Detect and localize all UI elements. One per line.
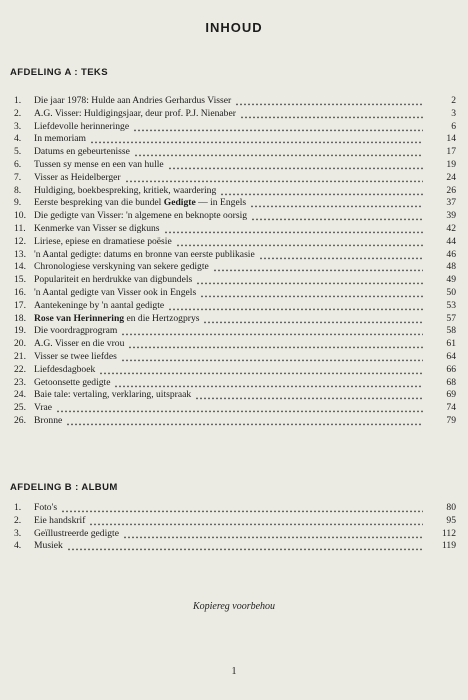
dot-leader <box>168 159 423 172</box>
dot-leader <box>99 364 423 377</box>
toc-entry <box>0 197 468 210</box>
entry-page-number: 49 <box>446 274 456 286</box>
entry-number: 25. <box>14 402 26 414</box>
entry-page-number: 64 <box>446 350 456 362</box>
entry-number: 10. <box>14 210 26 222</box>
toc-entry <box>0 540 468 553</box>
entry-number: 23. <box>14 376 26 388</box>
entry-title-part: Huldiging, boekbespreking, kritiek, waardering <box>34 184 217 196</box>
entry-title <box>34 274 192 287</box>
entry-number: 12. <box>14 235 26 247</box>
entry-title <box>34 515 85 528</box>
entry-number: 20. <box>14 338 26 350</box>
dot-leader <box>168 300 423 313</box>
entry-title <box>34 159 164 172</box>
dot-leader <box>240 108 423 121</box>
entry-title-part: Bronne <box>34 414 63 426</box>
entry-number: 2. <box>14 107 22 119</box>
entry-number: 18. <box>14 312 26 324</box>
toc-entry <box>0 287 468 300</box>
entry-number: 3. <box>14 527 22 539</box>
entry-title <box>34 351 117 364</box>
entry-title-part: Foto's <box>34 502 58 513</box>
toc-entry <box>0 300 468 313</box>
entry-title-part: Visser se twee liefdes <box>34 350 117 362</box>
toc-entry <box>0 210 468 223</box>
entry-title <box>34 95 231 108</box>
section-b-heading: AFDELING B : ALBUM <box>10 482 118 493</box>
entry-title-part: Kenmerke van Visser se digkuns <box>34 222 160 234</box>
entry-number: 19. <box>14 325 26 337</box>
entry-number: 7. <box>14 171 22 183</box>
entry-page-number: 44 <box>446 235 456 247</box>
entry-title-part: Eerste bespreking van die bundel <box>34 197 164 209</box>
entry-title-part: Liefdevolle herinneringe <box>34 120 130 132</box>
entry-page-number: 39 <box>446 210 456 222</box>
entry-title-part: 'n Aantal gedigte: datums en bronne van eerste publikasie <box>34 248 255 260</box>
entry-title <box>34 185 216 198</box>
entry-title <box>34 172 121 185</box>
entry-page-number: 24 <box>446 171 456 183</box>
entry-title <box>34 528 119 541</box>
entry-title-part: A.G. Visser: Huldigingsjaar, deur prof. P.J. Nienaber <box>34 107 236 119</box>
dot-leader <box>90 133 423 146</box>
toc-entry <box>0 377 468 390</box>
entry-title-part: A.G. Visser en die vrou <box>34 338 125 350</box>
entry-page-number: 74 <box>446 402 456 414</box>
entry-title-part: Die gedigte van Visser: 'n algemene en beknopte oorsig <box>34 210 248 222</box>
dot-leader <box>259 249 423 262</box>
entry-title-part: Datums en gebeurtenisse <box>34 146 130 158</box>
dot-leader <box>251 210 423 223</box>
entry-number: 8. <box>14 184 22 196</box>
entry-page-number: 80 <box>446 502 456 513</box>
entry-title-part: Musiek <box>34 540 63 552</box>
entry-page-number: 53 <box>446 299 456 311</box>
dot-leader <box>133 121 423 134</box>
entry-title-part: — in Engels <box>195 197 247 209</box>
entry-title-part: Visser as Heidelberger <box>34 171 121 183</box>
entry-title-part: Baie tale: vertaling, verklaring, uitspraak <box>34 389 192 401</box>
entry-title <box>34 287 196 300</box>
entry-title-bold-part: Gedigte <box>163 197 196 209</box>
dot-leader <box>176 236 423 249</box>
toc-entry <box>0 121 468 134</box>
entry-number: 24. <box>14 389 26 401</box>
entry-number: 26. <box>14 414 26 426</box>
entry-title-part: Chronologiese verskyning van sekere gedigte <box>34 261 209 273</box>
entry-title-part: Aantekeninge by 'n aantal gedigte <box>34 299 165 311</box>
copyright-notice: Kopiereg voorbehou <box>192 601 276 612</box>
entry-title <box>34 249 255 262</box>
section-a-list <box>0 95 468 428</box>
entry-title <box>34 261 209 274</box>
entry-number: 21. <box>14 350 26 362</box>
entry-title-part: Die jaar 1978: Hulde aan Andries Gerhardus Visser <box>34 95 232 106</box>
toc-entry <box>0 223 468 236</box>
toc-entry <box>0 185 468 198</box>
entry-page-number: 66 <box>446 363 456 375</box>
entry-title <box>34 108 236 121</box>
toc-entry <box>0 389 468 402</box>
toc-entry <box>0 515 468 528</box>
section-b-list <box>0 502 468 553</box>
entry-number: 9. <box>14 197 22 209</box>
entry-title <box>34 415 62 428</box>
entry-number: 13. <box>14 248 26 260</box>
entry-page-number: 61 <box>446 338 456 350</box>
entry-number: 5. <box>14 146 22 158</box>
dot-leader <box>121 325 423 338</box>
entry-title <box>34 133 86 146</box>
toc-entry <box>0 502 468 515</box>
entry-number: 2. <box>14 514 22 526</box>
entry-page-number: 48 <box>446 261 456 273</box>
entry-number: 1. <box>14 502 22 513</box>
dot-leader <box>114 377 423 390</box>
entry-title <box>34 402 52 415</box>
entry-title <box>34 364 95 377</box>
toc-entry <box>0 146 468 159</box>
toc-entry <box>0 402 468 415</box>
entry-number: 14. <box>14 261 26 273</box>
entry-page-number: 112 <box>441 527 456 539</box>
entry-title-bold-part: Rose van Herinnering <box>34 312 125 324</box>
entry-title <box>34 313 199 326</box>
entry-page-number: 26 <box>446 184 456 196</box>
toc-entry <box>0 338 468 351</box>
entry-title-part: en die Hertzogprys <box>124 312 200 324</box>
toc-entry <box>0 236 468 249</box>
entry-page-number: 3 <box>451 107 456 119</box>
entry-title-part: Die voordragprogram <box>34 325 118 337</box>
entry-number: 22. <box>14 363 26 375</box>
toc-entry <box>0 249 468 262</box>
toc-entry <box>0 313 468 326</box>
entry-page-number: 50 <box>446 286 456 298</box>
dot-leader <box>134 146 423 159</box>
entry-title <box>34 540 63 553</box>
dot-leader <box>235 95 423 108</box>
entry-title <box>34 210 247 223</box>
entry-number: 16. <box>14 286 26 298</box>
toc-entry <box>0 133 468 146</box>
entry-title <box>34 146 130 159</box>
entry-page-number: 37 <box>446 197 456 209</box>
entry-number: 17. <box>14 299 26 311</box>
toc-entry <box>0 351 468 364</box>
toc-entry <box>0 261 468 274</box>
toc-entry <box>0 528 468 541</box>
entry-title-part: 'n Aantal gedigte van Visser ook in Engels <box>34 286 197 298</box>
section-a-heading: AFDELING A : TEKS <box>10 67 108 78</box>
toc-entry <box>0 325 468 338</box>
dot-leader <box>66 415 423 428</box>
entry-title-part: Eie handskrif <box>34 514 86 526</box>
dot-leader <box>123 528 423 541</box>
entry-number: 1. <box>14 95 22 106</box>
dot-leader <box>203 313 423 326</box>
entry-title-part: Liriese, epiese en dramatiese poësie <box>34 235 172 247</box>
entry-number: 6. <box>14 158 22 170</box>
page-title: INHOUD <box>205 20 263 35</box>
entry-title <box>34 223 160 236</box>
dot-leader <box>56 402 423 415</box>
entry-page-number: 69 <box>446 389 456 401</box>
entry-page-number: 68 <box>446 376 456 388</box>
entry-page-number: 119 <box>441 540 456 552</box>
dot-leader <box>61 502 423 515</box>
entry-number: 4. <box>14 133 22 145</box>
dot-leader <box>220 185 423 198</box>
dot-leader <box>196 274 423 287</box>
toc-entry <box>0 415 468 428</box>
entry-page-number: 14 <box>446 133 456 145</box>
page-number: 1 <box>231 666 237 677</box>
entry-page-number: 19 <box>446 158 456 170</box>
dot-leader <box>164 223 423 236</box>
entry-page-number: 95 <box>446 514 456 526</box>
entry-page-number: 58 <box>446 325 456 337</box>
entry-page-number: 2 <box>451 95 456 106</box>
entry-title-part: In memoriam <box>34 133 86 145</box>
entry-title-part: Getoonsette gedigte <box>34 376 111 388</box>
toc-entry <box>0 95 468 108</box>
toc-entry <box>0 108 468 121</box>
entry-number: 15. <box>14 274 26 286</box>
dot-leader <box>89 515 423 528</box>
entry-title <box>34 300 164 313</box>
entry-title-part: Tussen sy mense en een van hulle <box>34 158 164 170</box>
entry-title <box>34 502 57 515</box>
entry-title <box>34 236 172 249</box>
entry-page-number: 57 <box>446 312 456 324</box>
entry-title <box>34 325 117 338</box>
dot-leader <box>213 261 423 274</box>
dot-leader <box>67 540 423 553</box>
entry-title-part: Populariteit en herdrukke van digbundels <box>34 274 193 286</box>
toc-entry <box>0 172 468 185</box>
entry-title-part: Liefdesdagboek <box>34 363 96 375</box>
dot-leader <box>121 351 423 364</box>
entry-page-number: 46 <box>446 248 456 260</box>
entry-page-number: 42 <box>446 222 456 234</box>
entry-title <box>34 377 110 390</box>
entry-number: 11. <box>14 222 26 234</box>
entry-title <box>34 121 129 134</box>
entry-page-number: 79 <box>446 414 456 426</box>
dot-leader <box>200 287 423 300</box>
toc-entry <box>0 364 468 377</box>
entry-title-part: Vrae <box>34 402 53 414</box>
entry-title <box>34 338 124 351</box>
entry-page-number: 6 <box>451 120 456 132</box>
entry-number: 4. <box>14 540 22 552</box>
entry-page-number: 17 <box>446 146 456 158</box>
entry-title-part: Geïllustreerde gedigte <box>34 527 119 539</box>
dot-leader <box>195 389 423 402</box>
dot-leader <box>250 197 423 210</box>
toc-entry <box>0 159 468 172</box>
dot-leader <box>128 338 423 351</box>
entry-title <box>34 197 246 210</box>
entry-number: 3. <box>14 120 22 132</box>
entry-title <box>34 389 191 402</box>
toc-entry <box>0 274 468 287</box>
dot-leader <box>125 172 423 185</box>
